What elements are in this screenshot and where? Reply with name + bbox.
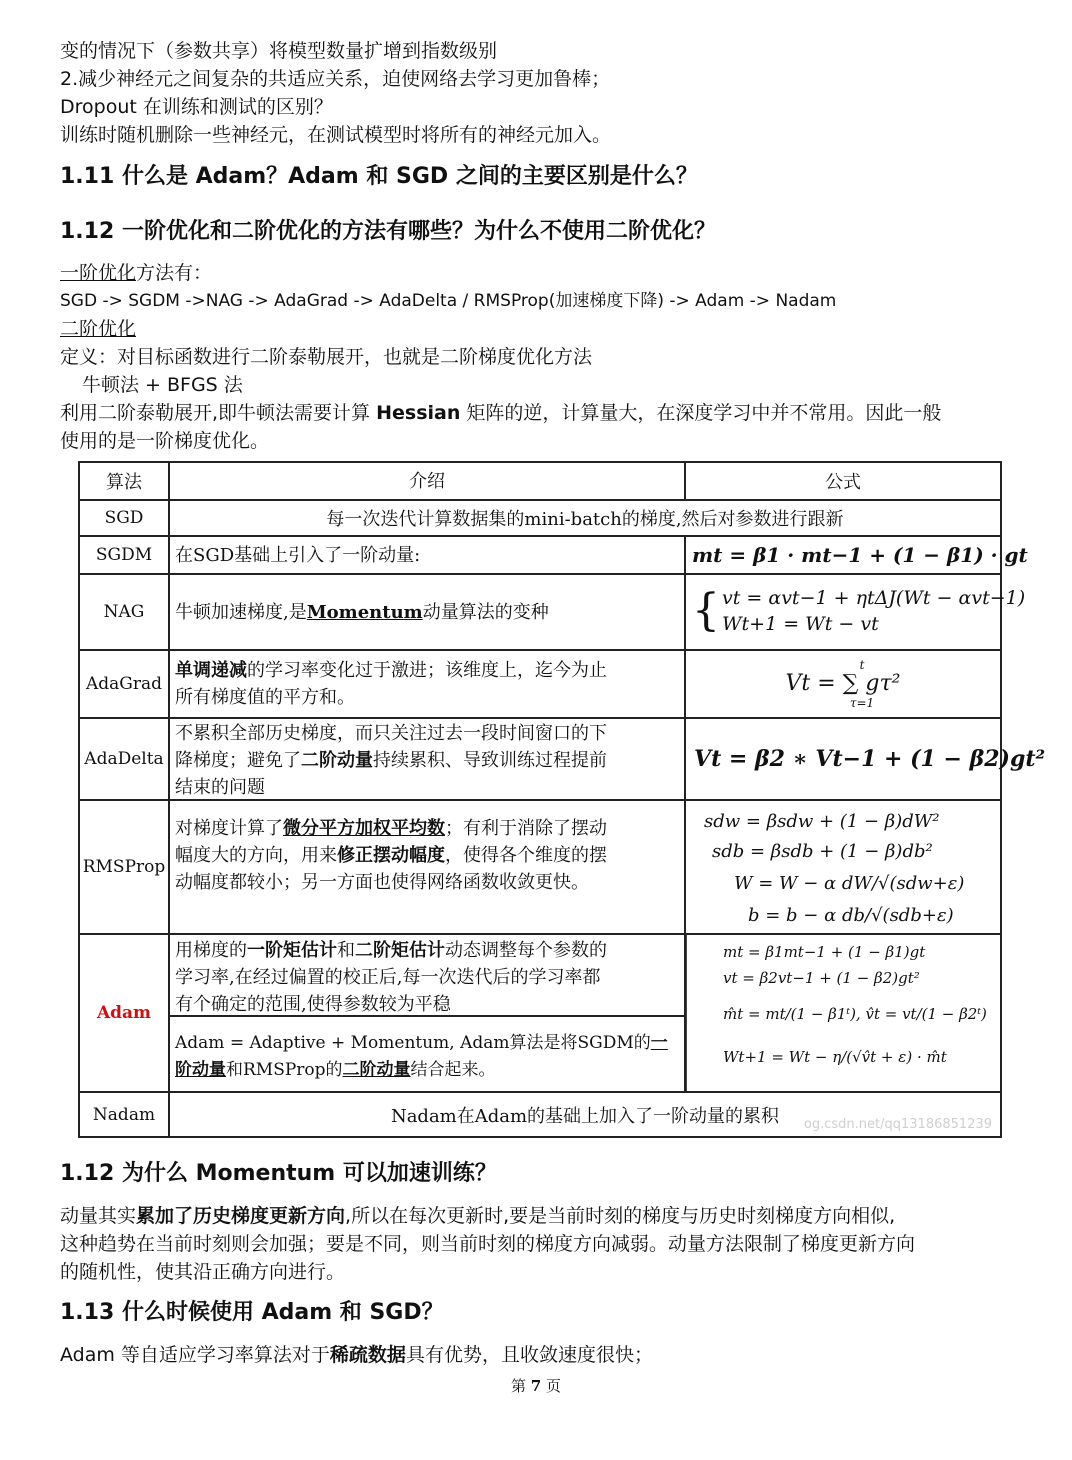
adam-desc-bold-1: 一阶矩估计	[247, 940, 337, 961]
second-order-p1-a: 利用二阶泰勒展开,即牛顿法需要计算	[60, 402, 377, 424]
adam-name-red: Adam	[96, 1003, 152, 1023]
nag-formula-1: vt = αvt−1 + ηtΔJ(Wt − αvt−1)	[722, 587, 1026, 609]
intro-line-4: 训练时随机删除一些神经元，在测试模型时将所有的神经元加入。	[60, 124, 612, 146]
second-order-label	[60, 316, 1024, 343]
adam-desc2-f: 结合起来。	[410, 1060, 496, 1080]
adam-desc-bold-2: 二阶矩估计	[355, 940, 445, 961]
adam-desc	[170, 935, 686, 1091]
rmsprop-desc-c: ；有利于消除了摆动	[445, 818, 607, 839]
adam-desc2-a: Adam = Adaptive + Momentum, Adam算法是将SGDM的	[175, 1033, 651, 1053]
first-order-label	[60, 260, 1024, 287]
adagrad-sum-bottom: τ=1	[849, 696, 875, 710]
rmsprop-formula-4: b = b − α db/√(sdb+ε)	[748, 905, 954, 926]
algo-adam	[80, 935, 170, 1091]
adagrad-formula: Vt = ∑ gτ²	[785, 671, 901, 696]
adam-desc-g: 有个确定的范围,使得参数较为平稳	[175, 994, 451, 1015]
momentum-line-2: 这种趋势在当前时刻则会加强；要是不同，则当前时刻的梯度方向减弱。动量方法限制了梯度更新方向	[60, 1233, 916, 1255]
momentum-bold: 累加了历史梯度更新方向	[136, 1205, 346, 1227]
adadelta-desc-bold: 二阶动量	[301, 750, 373, 771]
second-order-para-1	[60, 400, 1024, 427]
sgdm-formula: mt = β1 · mt−1 + (1 − β1) · gt	[692, 543, 1028, 567]
momentum-line-3: 的随机性，使其沿正确方向进行。	[60, 1261, 346, 1283]
rmsprop-desc-g: 动幅度都较小；另一方面也使得网络函数收敛更快。	[175, 872, 589, 893]
adam-formula-1: mt = β1mt−1 + (1 − β1)gt	[723, 943, 926, 961]
algo-sgdm: SGDM	[80, 537, 170, 573]
adam-formula-2: vt = β2vt−1 + (1 − β2)gt²	[723, 969, 920, 987]
nag-desc-momentum: Momentum	[306, 601, 423, 623]
heading-1-12-a: 1.12 一阶优化和二阶优化的方法有哪些？为什么不使用二阶优化？	[60, 219, 716, 244]
table-row-sgd	[80, 501, 1000, 537]
adagrad-desc-bold: 单调递减	[175, 660, 247, 681]
first-order-underlined: 一阶优化	[60, 262, 137, 284]
rmsprop-desc	[170, 801, 686, 933]
footer-a: 第	[511, 1377, 531, 1395]
adam-desc2-d: 和RMSProp的	[226, 1060, 343, 1080]
table-row-nag	[80, 575, 1026, 651]
header-intro: 介绍	[170, 463, 686, 499]
second-order-p1-c: 矩阵的逆，计算量大，在深度学习中并不常用。因此一般	[460, 402, 942, 424]
table-header-row	[80, 463, 1000, 501]
table-row-nadam	[80, 1093, 1000, 1136]
adam-use-bold: 稀疏数据	[329, 1344, 406, 1366]
nadam-desc: Nadam在Adam的基础上加入了一阶动量的累积	[390, 1105, 780, 1127]
adam-desc2-e: 二阶动量	[342, 1060, 411, 1080]
heading-1-13: 1.13 什么时候使用 Adam 和 SGD？	[60, 1300, 444, 1325]
nag-desc-a: 牛顿加速梯度,是	[175, 601, 307, 623]
second-order-methods: 牛顿法 + BFGS 法	[82, 374, 243, 396]
rmsprop-formula-3: W = W − α dW/√(sdw+ε)	[734, 873, 965, 894]
hessian-bold: Hessian	[376, 402, 461, 424]
rmsprop-desc-bold-1: 微分平方加权平均数	[283, 818, 445, 839]
momentum-line-1	[60, 1203, 1024, 1230]
nag-desc-c: 动量算法的变种	[422, 601, 549, 623]
heading-1-12-b: 1.12 为什么 Momentum 可以加速训练？	[60, 1161, 497, 1186]
algo-adadelta: AdaDelta	[80, 719, 170, 799]
rmsprop-desc-bold-2: 修正摆动幅度	[337, 845, 445, 866]
adagrad-sum-top: t	[859, 658, 865, 672]
adadelta-formula: Vt = β2 ∗ Vt−1 + (1 − β2)gt²	[694, 746, 1046, 772]
table-row-adadelta	[80, 719, 1046, 801]
header-algorithm: 算法	[80, 463, 170, 499]
rmsprop-formula-1: sdw = βsdw + (1 − β)dW²	[704, 811, 940, 832]
first-order-chain: SGD -> SGDM ->NAG -> AdaGrad -> AdaDelta / RMSProp(加速梯度下降) -> Adam -> Nadam	[60, 291, 837, 311]
adam-use-a: Adam 等自适应学习率算法对于	[60, 1344, 330, 1366]
intro-line-2: 2.减少神经元之间复杂的共适应关系，迫使网络去学习更加鲁棒；	[60, 68, 611, 90]
adam-desc2-b: 一	[650, 1033, 668, 1053]
adam-desc-e: 动态调整每个参数的	[445, 940, 607, 961]
adadelta-desc-line3: 结束的问题	[175, 777, 265, 798]
second-order-para-2: 使用的是一阶梯度优化。	[60, 430, 270, 452]
adadelta-desc-line1: 不累积全部历史梯度，而只关注过去一段时间窗口的下	[175, 723, 607, 744]
heading-1-11: 1.11 什么是 Adam？Adam 和 SGD 之间的主要区别是什么？	[60, 164, 698, 189]
adagrad-formula-cell	[686, 651, 1000, 717]
optimizer-table	[78, 461, 1046, 1138]
nag-formula-2: Wt+1 = Wt − vt	[722, 613, 879, 635]
table-row-adagrad	[80, 651, 1000, 719]
algo-nadam: Nadam	[80, 1093, 170, 1136]
page-footer	[0, 1375, 1072, 1396]
adadelta-desc-d: 持续累积、导致训练过程提前	[373, 750, 607, 771]
adadelta-desc-b: 降梯度；避免了	[175, 750, 301, 771]
rmsprop-formula-2: sdb = βsdb + (1 − β)db²	[712, 841, 933, 862]
rmsprop-desc-a: 对梯度计算了	[175, 818, 283, 839]
momentum-c: ,所以在每次更新时,要是当前时刻的梯度与历史时刻梯度方向相似,	[345, 1205, 896, 1227]
nag-formula-cell	[686, 575, 1026, 649]
adam-desc-divider	[170, 1015, 686, 1017]
algo-rmsprop: RMSProp	[80, 801, 170, 933]
table-row-rmsprop	[80, 801, 1000, 935]
page-number: 7	[530, 1377, 542, 1395]
csdn-watermark: og.csdn.net/qq13186851239	[803, 1117, 992, 1132]
algo-nag: NAG	[80, 575, 170, 649]
sgdm-formula-cell	[686, 537, 1028, 573]
intro-line-1: 变的情况下（参数共享）将模型数量扩增到指数级别	[60, 40, 498, 62]
rmsprop-desc-d: 幅度大的方向，用来	[175, 845, 337, 866]
adagrad-desc	[170, 651, 686, 717]
adagrad-desc-b: 的学习率变化过于激进；该维度上，迄今为止	[247, 660, 607, 681]
second-order-definition: 定义：对目标函数进行二阶泰勒展开，也就是二阶梯度优化方法	[60, 346, 593, 368]
adadelta-formula-cell	[686, 719, 1046, 799]
adadelta-desc	[170, 719, 686, 799]
adam-use-line	[60, 1342, 1024, 1369]
adam-desc-a: 用梯度的	[175, 940, 247, 961]
algo-sgd: SGD	[80, 501, 170, 535]
rmsprop-formula-cell	[686, 801, 1000, 933]
algo-adagrad: AdaGrad	[80, 651, 170, 717]
intro-line-3: Dropout 在训练和测试的区别？	[60, 96, 333, 118]
adam-use-c: 具有优势，且收敛速度很快；	[405, 1344, 653, 1366]
adam-formula-3: m̂t = mt/(1 − β1ᵗ), v̂t = vt/(1 − β2ᵗ)	[723, 1005, 987, 1023]
adam-desc-c: 和	[337, 940, 355, 961]
table-row-sgdm	[80, 537, 1028, 575]
first-order-rest: 方法有：	[136, 262, 213, 284]
adam-desc2-c: 阶动量	[175, 1060, 226, 1080]
adam-desc-f: 学习率,在经过偏置的校正后,每一次迭代后的学习率都	[175, 967, 601, 988]
adam-formula-cell	[686, 935, 1000, 1091]
adam-formula-4: Wt+1 = Wt − η/(√v̂t + ε) · m̂t	[723, 1048, 947, 1066]
brace-icon: {	[692, 585, 720, 636]
sgd-desc: 每一次迭代计算数据集的mini-batch的梯度,然后对参数进行跟新	[326, 509, 844, 530]
momentum-a: 动量其实	[60, 1205, 137, 1227]
nag-desc	[170, 575, 686, 649]
sgdm-desc: 在SGD基础上引入了一阶动量:	[170, 537, 686, 573]
table-row-adam	[80, 935, 1000, 1093]
header-formula: 公式	[825, 472, 861, 493]
rmsprop-desc-f: ，使得各个维度的摆	[445, 845, 607, 866]
footer-b: 页	[541, 1377, 561, 1395]
second-order-underlined: 二阶优化	[60, 318, 137, 340]
adagrad-desc-c: 所有梯度值的平方和。	[175, 687, 355, 708]
